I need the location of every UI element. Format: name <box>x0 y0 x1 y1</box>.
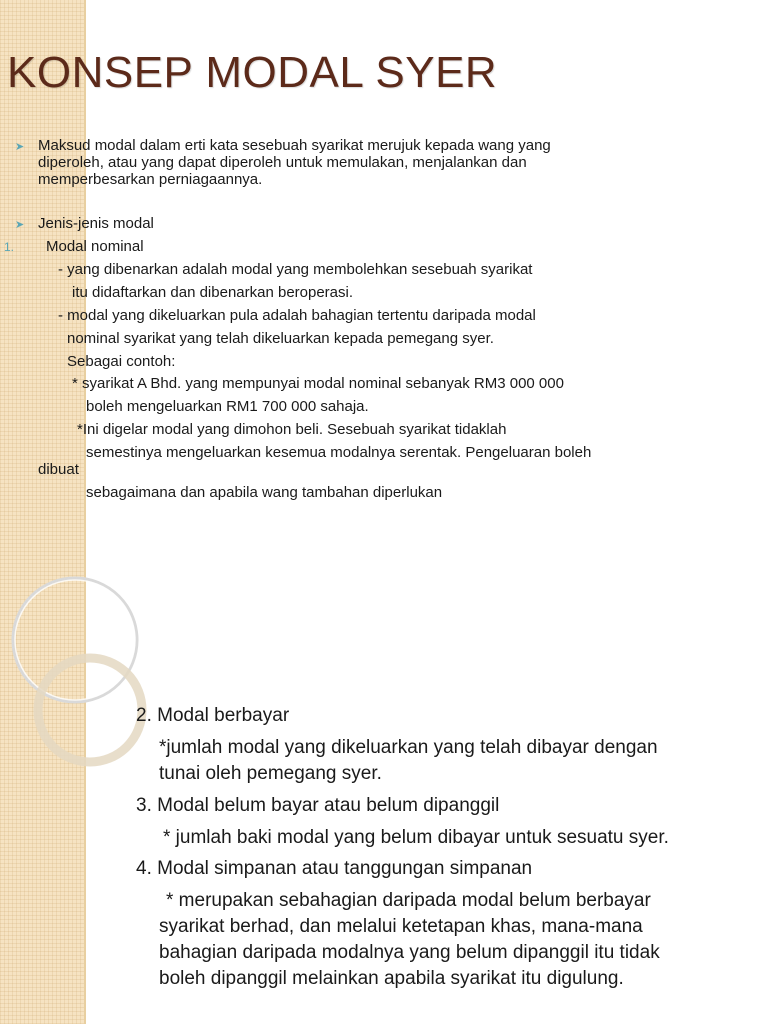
arrowhead-bullet-icon: ➤ <box>15 219 25 231</box>
main-content <box>0 0 768 510</box>
bullet2-text: Jenis-jenis modal <box>38 215 154 232</box>
item1-line: * syarikat A Bhd. yang mempunyai modal nominal sebanyak RM3 000 000 <box>72 375 564 392</box>
item1-line: dibuat <box>38 461 79 478</box>
item1-line: sebagaimana dan apabila wang tambahan diperlukan <box>86 484 443 501</box>
item1-line: nominal syarikat yang telah dikeluarkan kepada pemegang syer. <box>67 330 494 347</box>
slide-title: KONSEP MODAL SYER <box>7 48 498 97</box>
item1-line: semestinya mengeluarkan kesemua modalnya serentak. Pengeluaran boleh <box>86 444 592 461</box>
list-detail: * merupakan sebahagian daripada modal belum berbayar <box>166 890 651 911</box>
item1-line: boleh mengeluarkan RM1 700 000 sahaja. <box>86 398 369 415</box>
item1-line: Sebagai contoh: <box>67 353 176 370</box>
list-detail: syarikat berhad, dan melalui ketetapan khas, mana-mana <box>159 916 643 937</box>
list-detail: *jumlah modal yang dikeluarkan yang telah dibayar dengan <box>159 737 658 758</box>
list-detail: * jumlah baki modal yang belum dibayar untuk sesuatu syer. <box>163 827 669 848</box>
item1-label: Modal nominal <box>46 238 144 255</box>
list-heading-4: 4. Modal simpanan atau tanggungan simpanan <box>136 858 533 879</box>
arrowhead-bullet-icon: ➤ <box>15 141 25 153</box>
bullet1-line: diperoleh, atau yang dapat diperoleh untuk memulakan, menjalankan dan <box>38 154 527 171</box>
list-heading-2: 2. Modal berbayar <box>136 705 290 726</box>
item1-line: - yang dibenarkan adalah modal yang membolehkan sesebuah syarikat <box>58 261 533 278</box>
bullet1-line: memperbesarkan perniagaannya. <box>38 171 263 188</box>
item1-line: itu didaftarkan dan dibenarkan beroperasi. <box>72 284 354 301</box>
list-detail: bahagian daripada modalnya yang belum dipanggil itu tidak <box>159 942 660 963</box>
decorative-rings <box>0 560 150 780</box>
bullet1-line: Maksud modal dalam erti kata sesebuah syarikat merujuk kepada wang yang <box>38 137 551 154</box>
list-number: 1. <box>4 240 15 254</box>
item1-line: - modal yang dikeluarkan pula adalah bahagian tertentu daripada modal <box>58 307 536 324</box>
list-detail: tunai oleh pemegang syer. <box>159 763 382 784</box>
list-detail: boleh dipanggil melainkan apabila syarikat itu digulung. <box>159 968 624 989</box>
item1-line: *Ini digelar modal yang dimohon beli. Sesebuah syarikat tidaklah <box>77 421 507 438</box>
list-heading-3: 3. Modal belum bayar atau belum dipanggil <box>136 795 500 816</box>
